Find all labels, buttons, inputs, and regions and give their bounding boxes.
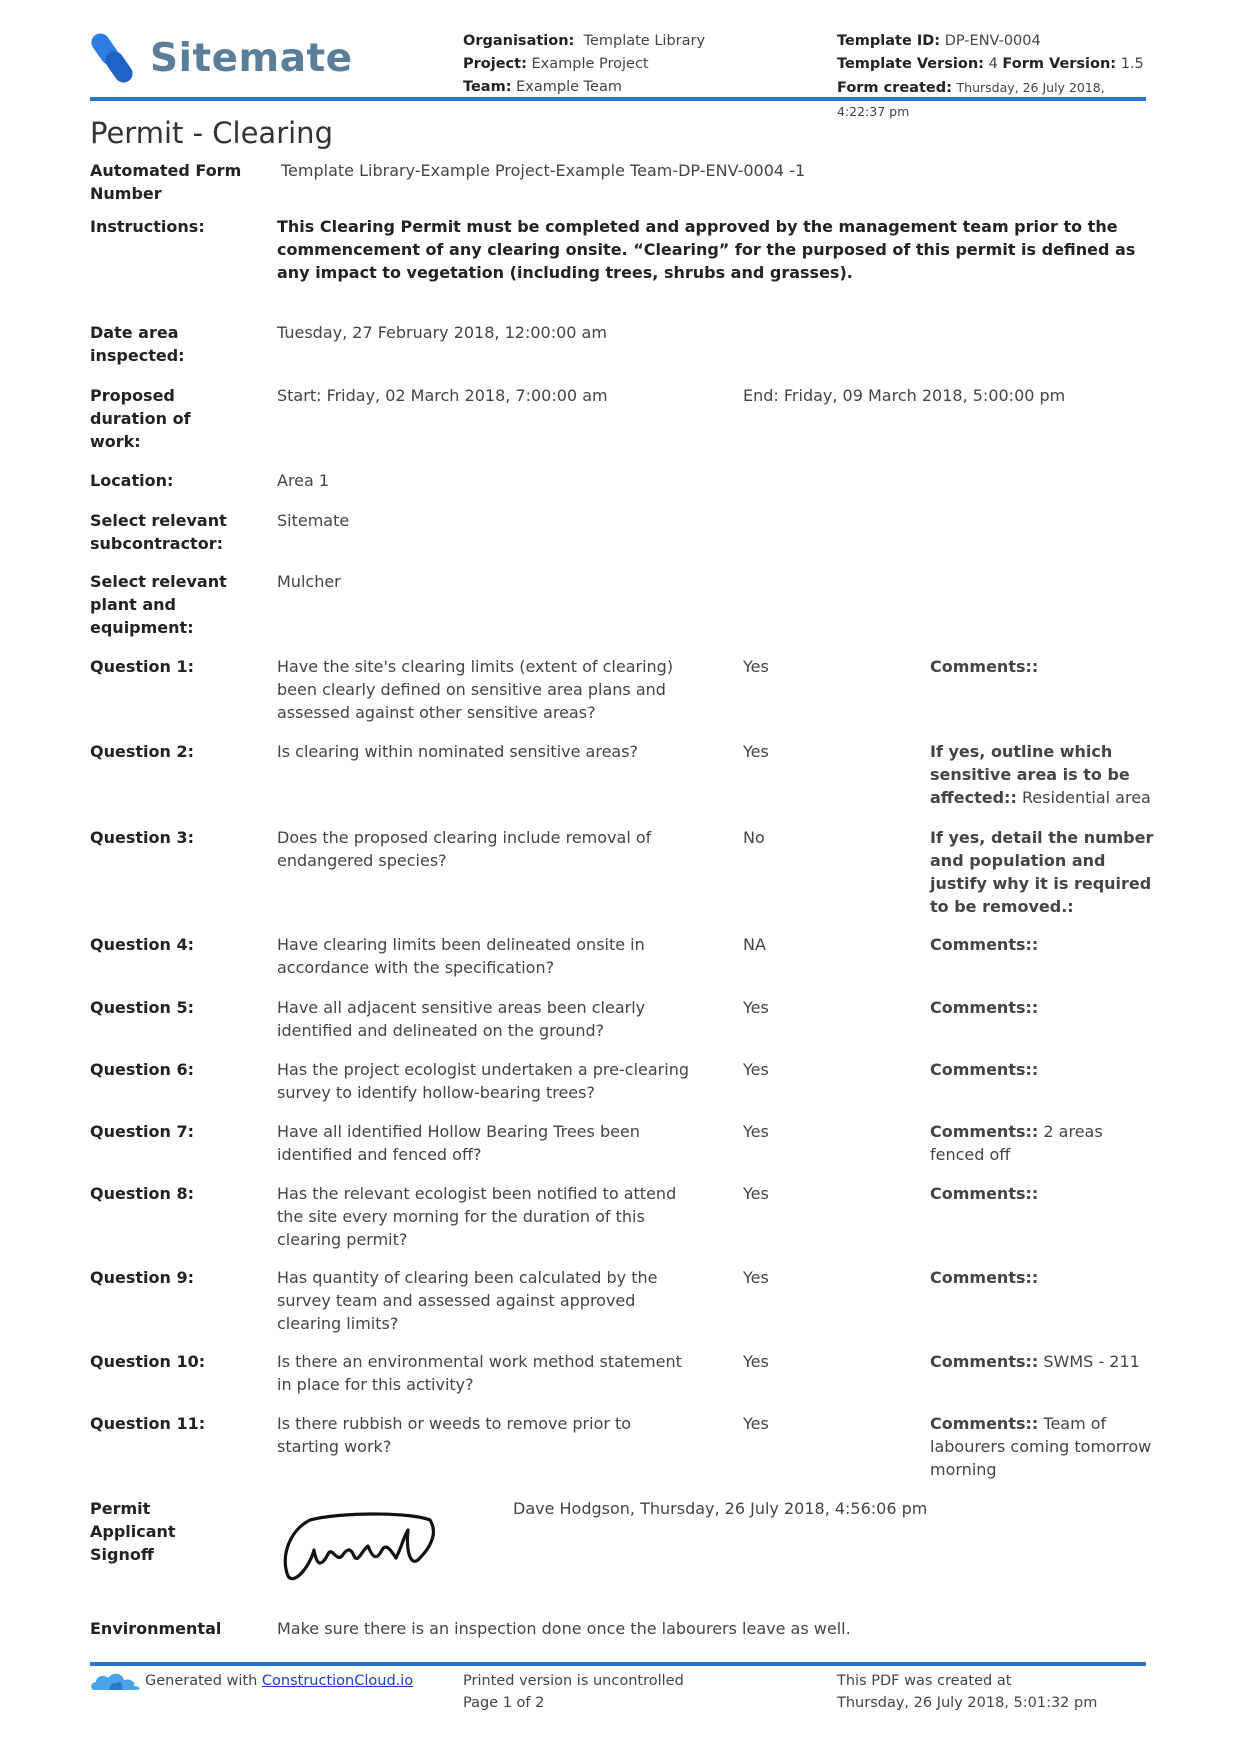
template-id-label: Template ID: <box>837 33 941 49</box>
project-label: Project: <box>463 56 527 72</box>
question-comment <box>930 1350 1155 1373</box>
form-number-label: Automated Form Number <box>90 161 242 203</box>
comment-label: Comments:: <box>930 1352 1039 1371</box>
question-text: Is there rubbish or weeds to remove prior to starting work? <box>277 1414 632 1456</box>
question-comment <box>930 1058 1155 1081</box>
question-answer: Yes <box>743 657 769 676</box>
comment-value: Residential area <box>1021 788 1151 807</box>
location-label: Location: <box>90 471 174 490</box>
subcontractor-label: Select relevant subcontractor: <box>90 511 227 553</box>
uncontrolled-notice: Printed version is uncontrolled <box>463 1673 684 1689</box>
constructioncloud-link[interactable]: ConstructionCloud.io <box>261 1673 414 1689</box>
pdf-created-label: This PDF was created at <box>837 1673 1012 1689</box>
duration-end: End: Friday, 09 March 2018, 5:00:00 pm <box>743 386 1066 405</box>
question-answer: Yes <box>743 1352 769 1371</box>
question-text: Has quantity of clearing been calculated by the survey team and assessed against approved clearing limits? <box>277 1268 658 1333</box>
question-comment <box>930 1266 1155 1289</box>
comment-value: Team of labourers coming tomorrow morning <box>930 1414 1152 1479</box>
form-created-value: Thursday, 26 July 2018, 4:22:37 pm <box>837 80 1105 119</box>
question-comment <box>930 996 1155 1019</box>
comment-label: Comments:: <box>930 1268 1039 1287</box>
comment-label: If yes, outline which sensitive area is to be affected:: <box>930 742 1130 807</box>
sitemate-logo <box>90 28 353 88</box>
plant-equipment-value: Mulcher <box>277 572 341 591</box>
form-created-label: Form created: <box>837 80 952 96</box>
question-answer: Yes <box>743 1268 769 1287</box>
team-value: Example Team <box>516 79 622 95</box>
template-version-value: 4 <box>988 56 998 72</box>
date-inspected-value: Tuesday, 27 February 2018, 12:00:00 am <box>277 323 607 342</box>
comment-label: Comments:: <box>930 1184 1039 1203</box>
cloud-icon <box>90 1670 142 1692</box>
header-template-info <box>837 30 1146 124</box>
question-label: Question 6: <box>90 1060 194 1079</box>
question-text: Have all adjacent sensitive areas been clearly identified and delineated on the ground? <box>277 998 646 1040</box>
question-comment <box>930 1120 1155 1166</box>
form-version-label: Form Version: <box>1002 56 1117 72</box>
duration-start: Start: Friday, 02 March 2018, 7:00:00 am <box>277 386 608 405</box>
duration-label: Proposed duration of work: <box>90 386 191 451</box>
generated-text: Generated with <box>145 1673 258 1689</box>
instructions-label: Instructions: <box>90 217 205 236</box>
question-answer: Yes <box>743 1414 769 1433</box>
comment-label: Comments:: <box>930 1122 1039 1141</box>
question-answer: Yes <box>743 998 769 1017</box>
question-label: Question 4: <box>90 935 194 954</box>
template-version-label: Template Version: <box>837 56 984 72</box>
footer-print-info <box>463 1670 684 1714</box>
question-label: Question 2: <box>90 742 194 761</box>
question-label: Question 3: <box>90 828 194 847</box>
comment-label: Comments:: <box>930 1060 1039 1079</box>
environmental-label: Environmental <box>90 1619 222 1638</box>
question-label: Question 7: <box>90 1122 194 1141</box>
environmental-value: Make sure there is an inspection done once the labourers leave as well. <box>277 1619 851 1638</box>
footer-divider <box>90 1662 1146 1666</box>
team-label: Team: <box>463 79 512 95</box>
question-text: Has the project ecologist undertaken a pre-clearing survey to identify hollow-bearing trees? <box>277 1060 689 1102</box>
question-answer: NA <box>743 935 766 954</box>
question-label: Question 5: <box>90 998 194 1017</box>
question-label: Question 8: <box>90 1184 194 1203</box>
pdf-created-value: Thursday, 26 July 2018, 5:01:32 pm <box>837 1695 1098 1711</box>
question-text: Does the proposed clearing include removal of endangered species? <box>277 828 652 870</box>
question-label: Question 10: <box>90 1352 206 1371</box>
sitemate-logo-icon <box>90 28 136 88</box>
question-answer: Yes <box>743 1060 769 1079</box>
signature-image <box>280 1506 460 1588</box>
question-label: Question 9: <box>90 1268 194 1287</box>
question-text: Is clearing within nominated sensitive areas? <box>277 742 639 761</box>
page-number: Page 1 of 2 <box>463 1695 545 1711</box>
question-text: Is there an environmental work method statement in place for this activity? <box>277 1352 682 1394</box>
subcontractor-value: Sitemate <box>277 511 350 530</box>
question-comment <box>930 1412 1155 1481</box>
question-answer: Yes <box>743 1122 769 1141</box>
question-text: Has the relevant ecologist been notified to attend the site every morning for the duration of this clearing permit? <box>277 1184 677 1249</box>
footer-pdf-info <box>837 1670 1097 1714</box>
comment-label: If yes, detail the number and population and justify why it is required to be removed.: <box>930 828 1154 916</box>
organisation-value: Template Library <box>583 33 706 49</box>
question-text: Have the site's clearing limits (extent of clearing) been clearly defined on sensitive area plans and assessed against other sensitive areas? <box>277 657 674 722</box>
date-inspected-label: Date area inspected: <box>90 323 185 365</box>
document-header <box>90 24 1146 119</box>
form-version-value: 1.5 <box>1120 56 1144 72</box>
page-title: Permit - Clearing <box>90 116 333 150</box>
question-text: Have all identified Hollow Bearing Trees been identified and fenced off? <box>277 1122 640 1164</box>
question-comment <box>930 655 1155 678</box>
footer-generated <box>145 1670 413 1692</box>
plant-equipment-label: Select relevant plant and equipment: <box>90 572 227 637</box>
signoff-label: Permit Applicant Signoff <box>90 1499 176 1564</box>
comment-label: Comments:: <box>930 935 1039 954</box>
brand-name: Sitemate <box>150 35 353 81</box>
question-answer: Yes <box>743 1184 769 1203</box>
header-context <box>463 30 705 99</box>
organisation-label: Organisation: <box>463 33 575 49</box>
question-answer: No <box>743 828 765 847</box>
question-comment <box>930 933 1155 956</box>
comment-label: Comments:: <box>930 657 1039 676</box>
template-id-value: DP-ENV-0004 <box>944 33 1041 49</box>
question-comment <box>930 826 1155 918</box>
question-label: Question 1: <box>90 657 194 676</box>
question-text: Have clearing limits been delineated onsite in accordance with the specification? <box>277 935 645 977</box>
question-comment <box>930 1182 1155 1205</box>
comment-value: 2 areas fenced off <box>930 1122 1103 1164</box>
comment-label: Comments:: <box>930 1414 1039 1433</box>
instructions-text: This Clearing Permit must be completed and approved by the management team prior to the commencement of any clearing onsite. “Clearing” for the purposed of this permit is defined as any impact to vegetation (including trees, shrubs and grasses). <box>277 217 1136 282</box>
comment-value: SWMS - 211 <box>1043 1352 1140 1371</box>
question-answer: Yes <box>743 742 769 761</box>
question-comment <box>930 740 1155 809</box>
header-divider <box>90 97 1146 101</box>
signoff-value: Dave Hodgson, Thursday, 26 July 2018, 4:56:06 pm <box>513 1499 928 1518</box>
location-value: Area 1 <box>277 471 330 490</box>
project-value: Example Project <box>531 56 649 72</box>
form-number-value: Template Library-Example Project-Example Team-DP-ENV-0004 -1 <box>281 161 806 180</box>
question-label: Question 11: <box>90 1414 206 1433</box>
comment-label: Comments:: <box>930 998 1039 1017</box>
